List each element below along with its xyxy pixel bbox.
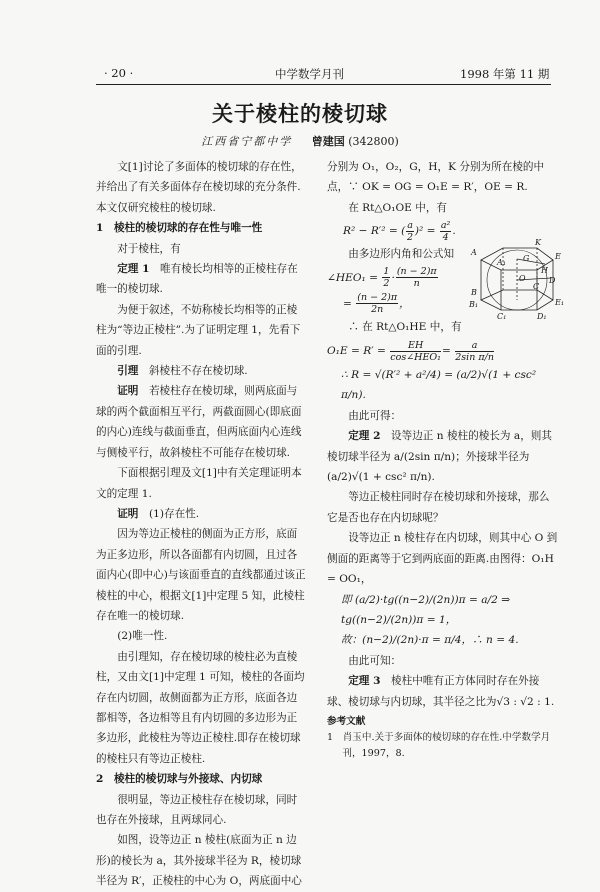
figure-label: H bbox=[541, 266, 548, 275]
figure-label: E bbox=[555, 252, 561, 261]
intro-paragraph: 文[1]讨论了多面体的棱切球的存在性，并给出了有关多面体存在棱切球的充分条件.本文仅研究棱柱的棱切球. bbox=[96, 161, 302, 214]
postcode: (342800) bbox=[348, 135, 399, 148]
figure-label: B bbox=[471, 288, 477, 297]
theorem-3-label: 定理 3 bbox=[348, 675, 381, 688]
theorem-2-text: 设等边正 n 棱柱的棱长为 a，则其棱切球半径为 a/(2sin π/n)；外接球半径为 (a/2)√(1 + csc² π/n). bbox=[327, 430, 552, 484]
equation-1: R² − R′² = ( $\frac{a}{2}$ )² = $\frac{\text{a²}}{4}$ . bbox=[343, 219, 456, 243]
figure-label: A bbox=[471, 248, 477, 257]
reference-item: 1 肖玉中.关于多面体的棱切球的存在性.中学数学月刊，1997，8. bbox=[327, 731, 551, 759]
paragraph: 很明显，等边正棱柱存在棱切球，同时也存在外接球，且两球同心. bbox=[96, 793, 298, 826]
figure-label: E₁ bbox=[555, 298, 565, 307]
theorem-2-label: 定理 2 bbox=[348, 430, 381, 443]
figure-label: B₁ bbox=[469, 300, 479, 309]
paragraph: 由此可得： bbox=[348, 409, 402, 422]
figure-label: C₁ bbox=[497, 312, 507, 321]
equation-4: O₁E = R′ = $\frac{EH}{\text{cos∠HEO₁}}$ = $\frac{a}{\text{2sin π/n}}$ bbox=[327, 339, 494, 363]
equation-2: ∠HEO₁ = $\frac{1}{2}$ · $\frac{(n - 2)\pi}{n}$ bbox=[327, 266, 437, 290]
lemma-proof bbox=[96, 381, 306, 463]
paragraph: 因为等边正棱柱的侧面为正方形，底面为正多边形，所以各面都有内切圆，且过各面内心(即中心)与该面垂直的直线都通过该正棱柱的中心，根据文[1]中定理 5 知，此棱柱存在唯一的棱切球. bbox=[96, 528, 306, 622]
figure-label: D bbox=[549, 276, 556, 285]
lemma-text: 斜棱柱不存在棱切球. bbox=[138, 365, 248, 378]
issue-info: 1998 年第 11 期 bbox=[460, 67, 550, 81]
theorem-1-label: 定理 1 bbox=[117, 263, 150, 276]
theorem-2 bbox=[327, 426, 559, 487]
author: 曾建国 bbox=[311, 135, 345, 148]
paragraph: 设等边正 n 棱柱存在内切球，则其中心 O 到侧面的距离等于它到两底面的距离.由图得：O₁H = OO₁， bbox=[327, 532, 558, 586]
figure-label: A₁ bbox=[497, 258, 506, 267]
section-1-heading: 1 棱柱的棱切球的存在性与唯一性 bbox=[96, 222, 263, 235]
proof-text: (1)存在性. bbox=[138, 507, 200, 520]
equation-3: = $\frac{(n - 2)\pi}{2n}$ ， bbox=[343, 292, 410, 316]
proof-label: 证明 bbox=[117, 507, 139, 520]
theorem-3-text: 棱柱中唯有正方体同时存在外接球、棱切球与内切球，其半径之比为√3 : √2 : 1. bbox=[327, 675, 555, 708]
header-rule bbox=[96, 84, 551, 85]
proof-text: 若棱柱存在棱切球，则两底面与球的两个截面相互平行，两截面圆心(即底面的内心)连线与截面垂直，但两底面内心连线与侧棱平行，故斜棱柱不可能存在棱切球. bbox=[96, 385, 302, 459]
paragraph: 在 Rt△O₁OE 中，有 bbox=[348, 201, 448, 214]
affiliation: 江西省宁都中学 bbox=[201, 135, 293, 148]
references bbox=[327, 714, 559, 762]
prism-figure bbox=[463, 238, 565, 322]
proof-label: 证明 bbox=[117, 385, 139, 398]
section-2-heading: 2 棱柱的棱切球与外接球、内切球 bbox=[96, 773, 263, 786]
theorem-1-proof bbox=[96, 504, 306, 524]
equation-7: 故：(n−2)/(2n)·π = π/4，∴ n = 4. bbox=[341, 634, 519, 647]
paragraph: ∴ 在 Rt△O₁HE 中，有 bbox=[348, 320, 462, 333]
page-number: · 20 · bbox=[104, 66, 134, 80]
paragraph: (2)唯一性. bbox=[117, 630, 168, 643]
references-title: 参考文献 bbox=[327, 715, 366, 727]
lemma bbox=[96, 361, 306, 381]
paragraph: 由此可知： bbox=[348, 654, 402, 667]
paragraph: 分别为 O₁，O₂，G，H，K 分别为所在棱的中点，∵ OK = OG = O₁E = R′，OE = R. bbox=[327, 161, 545, 194]
figure-label: D₁ bbox=[537, 312, 547, 321]
equation-6: 即 (a/2)·tg((n−2)/(2n))π = a/2 ⇒ tg((n−2)/(2n))π = 1， bbox=[341, 593, 511, 626]
equation-5: ∴ R = √(R′² + a²/4) = (a/2)√(1 + csc² π/n). bbox=[341, 369, 537, 402]
theorem-1-text: 唯有棱长均相等的正棱柱存在唯一的棱切球. bbox=[96, 263, 298, 296]
figure-label: K bbox=[535, 238, 541, 247]
paragraph: 为便于叙述，不妨称棱长均相等的正棱柱为“等边正棱柱”.为了证明定理 1，先看下面的引理. bbox=[96, 303, 301, 357]
byline bbox=[0, 133, 600, 149]
lemma-label: 引理 bbox=[117, 365, 139, 378]
theorem-3 bbox=[327, 671, 559, 712]
paragraph: 等边正棱柱同时存在棱切球和外接球，那么它是否也存在内切球呢？ bbox=[327, 491, 550, 524]
paragraph: 下面根据引理及文[1]中有关定理证明本文的定理 1. bbox=[96, 467, 302, 500]
paragraph: 由多边形内角和公式知 bbox=[348, 248, 455, 261]
paragraph: 由引理知，存在棱切球的棱柱必为直棱柱，又由文[1]中定理 1 可知，棱柱的各面均存在内切圆，故侧面都为正方形，底面各边都相等，各边相等且有内切圆的多边形为正多边形，此棱柱为等边正棱柱.即存在棱切球的棱柱只有等边正棱柱. bbox=[96, 650, 305, 765]
figure-label: G bbox=[523, 254, 530, 263]
left-column bbox=[96, 157, 306, 892]
figure-label: O bbox=[519, 274, 526, 283]
article-title: 关于棱柱的棱切球 bbox=[212, 101, 388, 126]
paragraph: 对于棱柱，有 bbox=[117, 242, 181, 255]
prism-diagram bbox=[463, 238, 561, 322]
theorem-1 bbox=[96, 259, 306, 300]
figure-label: C bbox=[533, 282, 540, 291]
paragraph: 如图，设等边正 n 棱柱(底面为正 n 边形)的棱长为 a，其外接球半径为 R，棱切球半径为 R′，正棱柱的中心为 O，两底面中心 bbox=[96, 834, 302, 888]
journal-name: 中学数学月刊 bbox=[275, 67, 344, 81]
